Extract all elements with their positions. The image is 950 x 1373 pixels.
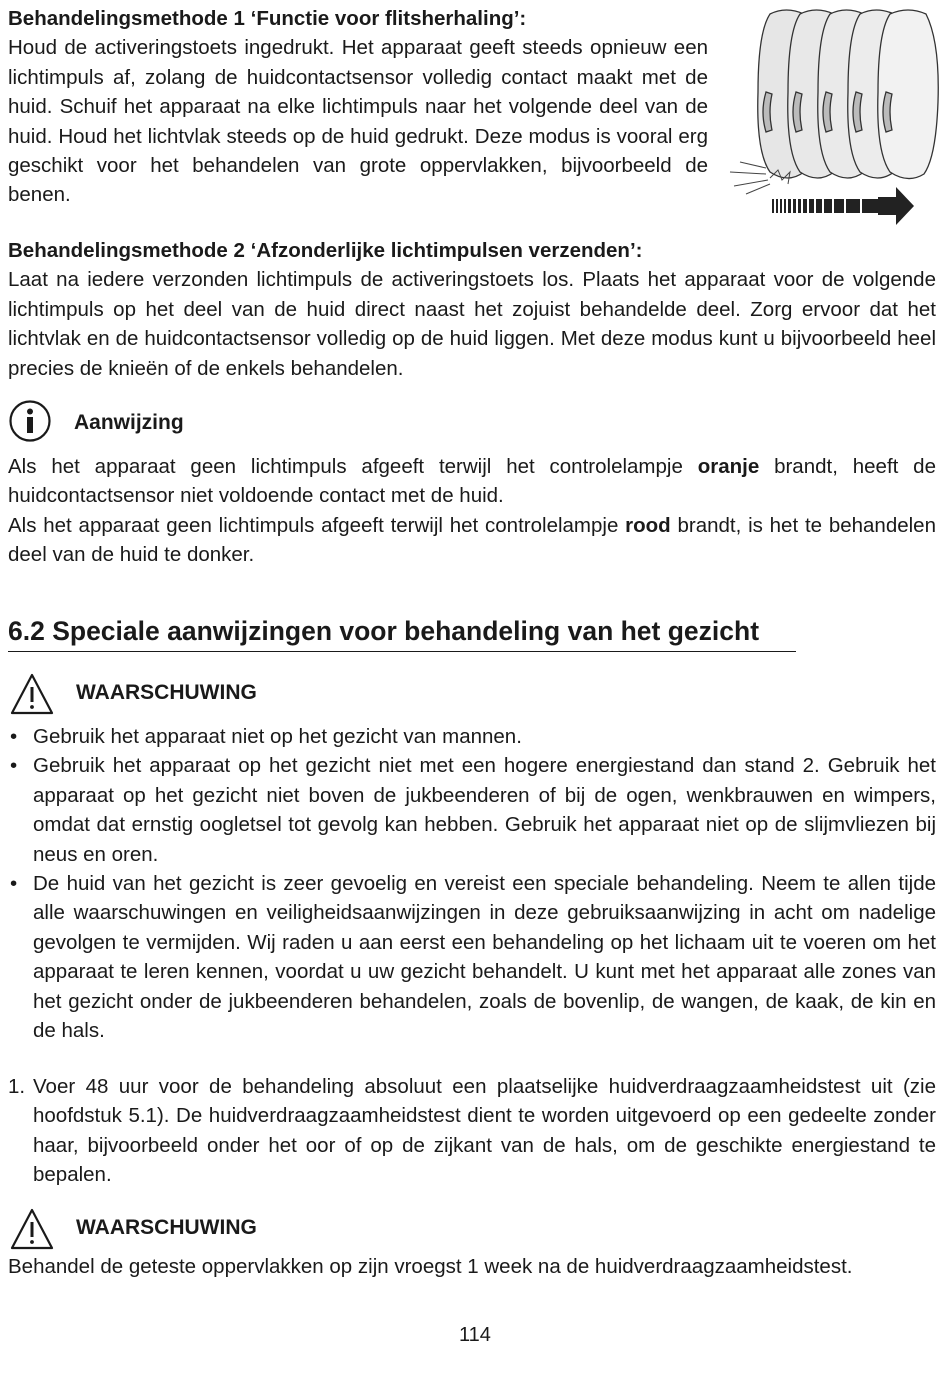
method-2-title: Behandelingsmethode 2 ‘Afzonderlijke lichtimpulsen verzenden’:	[8, 239, 643, 262]
step-1-text: Voer 48 uur voor de behandeling absoluut een plaatselijke huidverdraagzaamheidstest uit (zie hoofdstuk 5.1). De huidverdraagzaamheidstest dient te worden uitgevoerd op een gedeelte zonder haar, bijvoorbeeld onder het oor of op de zijkant van de hals, om de geschikte energiestand te bepalen.	[33, 1075, 936, 1187]
note-line-2	[8, 511, 936, 570]
note-color-red: rood	[625, 513, 671, 537]
step-1-number: 1.	[8, 1075, 26, 1098]
note-body	[8, 452, 936, 570]
note-color-orange: oranje	[697, 455, 760, 478]
method-2-body: Laat na iedere verzonden lichtimpuls de activeringstoets los. Plaats het apparaat voor de volgende lichtimpuls op het deel van de huid direct naast het zojuist behandelde deel. Zorg ervoor dat het lichtvlak en de huidcontactsensor volledig op de huid liggen. Met deze modus kunt u bijvoorbeeld heel precies de knieën of de enkels behandelen.	[8, 268, 936, 380]
method-2-section	[8, 236, 936, 383]
note-line-1-start: Als het apparaat geen lichtimpuls afgeeft terwijl het controlelampje	[8, 455, 698, 478]
note-title: Aanwijzing	[74, 411, 184, 434]
list-item: • Gebruik het apparaat op het gezicht niet met een hogere energiestand dan stand 2. Gebruik het apparaat op het gezicht niet boven de jukbeenderen of bij de ogen, wenkbrauwen en wimpers, omdat dat ernstig oogletsel tot gevolg kan hebben. Gebruik het apparaat niet op de slijmvliezen bij neus en oren.	[8, 751, 936, 869]
section-heading: 6.2 Speciale aanwijzingen voor behandeling van het gezicht	[8, 613, 796, 652]
warning-triangle-icon	[10, 1208, 54, 1250]
note-line-2-start: Als het apparaat geen lichtimpuls afgeeft terwijl het controlelampje	[8, 513, 626, 537]
method-1-section	[8, 4, 708, 210]
device-outline-5	[878, 10, 939, 179]
step-1	[8, 1072, 936, 1190]
list-item: • De huid van het gezicht is zeer gevoelig en vereist een speciale behandeling. Neem te allen tijde alle waarschuwingen en veiligheidsaanwijzingen in deze gebruiksaanwijzing in acht om nadelige gevolgen te vermijden. Wij raden u aan eerst een behandeling op het lichaam uit te voeren om het apparaat te leren kennen, voordat u uw gezicht behandelt. U kunt met het apparaat alle zones van het gezicht onder de jukbeenderen behandelen, zoals de bovenlip, de wangen, de kaak, de kin en de hals.	[8, 869, 936, 1045]
warning-2-title: WAARSCHUWING	[76, 1216, 257, 1239]
note-line-2-end: brandt, is het te behandelen deel van de huid te donker.	[8, 513, 936, 567]
note-line-1	[8, 452, 936, 511]
warning-triangle-icon	[10, 673, 54, 715]
warning-1-title: WAARSCHUWING	[76, 681, 257, 704]
warning-1-list	[8, 722, 936, 1045]
list-item: • Gebruik het apparaat niet op het gezicht van mannen.	[8, 722, 936, 751]
method-1-body: Houd de activeringstoets ingedrukt. Het apparaat geeft steeds opnieuw een lichtimpuls af, zolang de huidcontactsensor volledig contact maakt met de huid. Schuif het apparaat na elke lichtimpuls naar het volgende deel van de huid. Houd het lichtvlak steeds op de huid gedrukt. Deze modus is vooral erg geschikt voor het behandelen van grote oppervlakken, bijvoorbeeld de benen.	[8, 36, 708, 207]
warning-2-text: Behandel de geteste oppervlakken op zijn vroegst 1 week na de huidverdraagzaamheidstest.	[8, 1255, 853, 1278]
info-icon	[8, 399, 52, 443]
page-number: 114	[459, 1324, 491, 1346]
direction-arrow	[772, 187, 914, 225]
note-line-1-end: brandt, heeft de huidcontactsensor niet voldoende contact met de huid.	[8, 455, 936, 508]
flash-repeat-illustration	[726, 2, 946, 232]
method-1-title: Behandelingsmethode 1 ‘Functie voor flitsherhaling’:	[8, 7, 527, 30]
